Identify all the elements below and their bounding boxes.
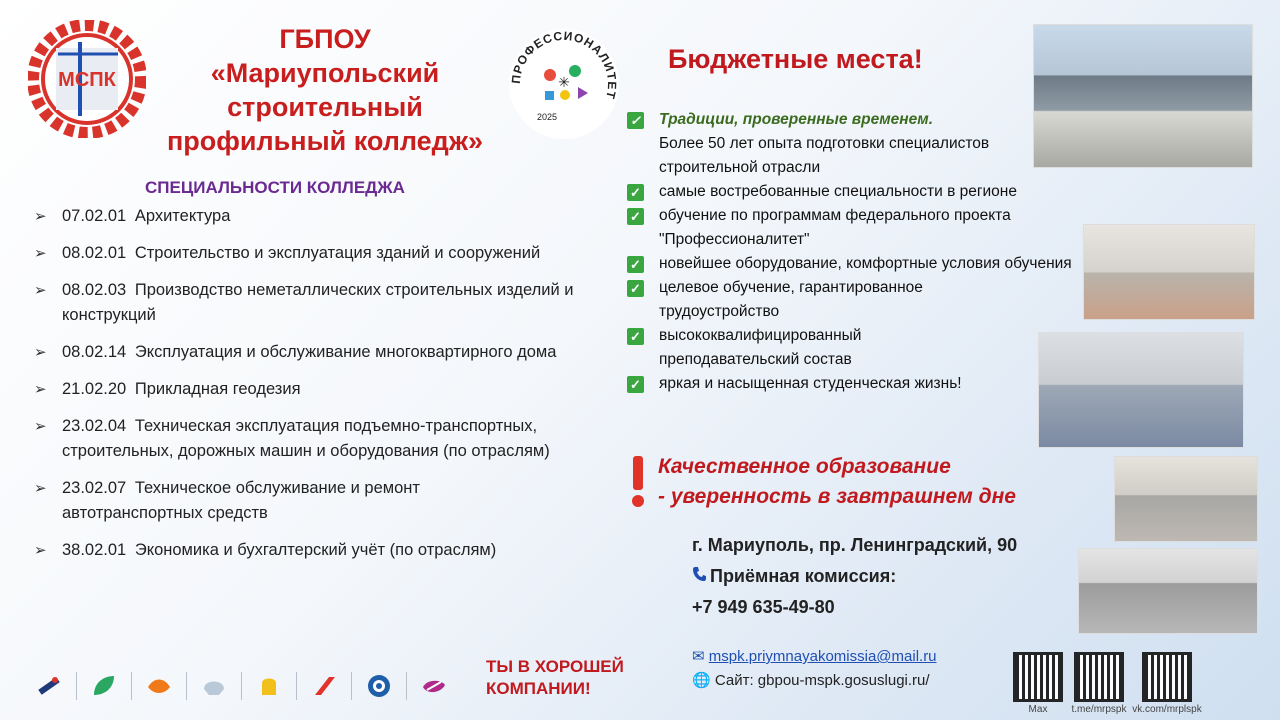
exclamation-icon — [631, 456, 645, 508]
advantage-subtext: Более 50 лет опыта подготовки специалистов строительной отрасли — [659, 135, 990, 176]
divider — [241, 672, 242, 700]
advantage-item — [625, 372, 1105, 396]
advantage-item — [625, 204, 1095, 252]
advantage-text: высококвалифицированный преподавательский состав — [659, 327, 862, 368]
specialty-item — [32, 476, 552, 526]
college-name-line: профильный колледж» — [167, 126, 483, 156]
shell-icon — [199, 671, 229, 701]
budget-places-title: Бюджетные места! — [668, 44, 923, 74]
lab-photo — [1114, 456, 1258, 542]
slash-icon — [309, 671, 339, 701]
good-company-line: ТЫ В ХОРОШЕЙ — [486, 657, 624, 676]
college-name — [120, 22, 530, 158]
divider — [406, 672, 407, 700]
checkmark-icon: ✓ — [627, 184, 644, 201]
specialty-name: Строительство и эксплуатация зданий и сооружений — [134, 244, 541, 262]
helmet-icon — [254, 671, 284, 701]
target-icon — [364, 671, 394, 701]
arrow-right-icon: ➢ — [34, 542, 47, 559]
qr-label: vk.com/mrplspk — [1132, 704, 1202, 715]
qr-label: t.me/mrpspk — [1071, 704, 1127, 715]
checkmark-icon: ✓ — [627, 208, 644, 225]
site-row — [692, 669, 937, 693]
advantage-text: обучение по программам федерального проекта "Профессионалитет" — [659, 207, 1011, 248]
specialty-code: 07.02.01 — [62, 207, 127, 225]
arrow-right-icon: ➢ — [34, 418, 47, 435]
specialty-code: 38.02.01 — [62, 541, 127, 559]
divider — [76, 672, 77, 700]
checkmark-icon: ✓ — [627, 328, 644, 345]
college-name-line: ГБПОУ — [279, 24, 371, 54]
specialties-title: СПЕЦИАЛЬНОСТИ КОЛЛЕДЖА — [145, 178, 405, 197]
specialty-item — [32, 538, 632, 563]
college-name-line: «Мариупольский — [210, 58, 440, 88]
specialty-name: Производство неметаллических строительных изделий и конструкций — [62, 281, 574, 324]
qr-code-icon — [1142, 652, 1192, 702]
svg-text:ПРОФЕССИОНАЛИТЕТ: ПРОФЕССИОНАЛИТЕТ — [508, 28, 620, 101]
advantage-text: новейшее оборудование, комфортные условия обучения — [659, 255, 1072, 272]
specialty-name: Эксплуатация и обслуживание многоквартирного дома — [134, 343, 557, 361]
workshop-photo — [1078, 548, 1258, 634]
qr-code-icon — [1013, 652, 1063, 702]
flame-icon — [144, 671, 174, 701]
divider — [186, 672, 187, 700]
advantage-text: Традиции, проверенные временем. — [659, 111, 934, 128]
checkmark-icon: ✓ — [627, 256, 644, 273]
svg-text:2025: 2025 — [537, 112, 558, 122]
specialty-name: Техническое обслуживание и ремонт автотранспортных средств — [62, 479, 420, 522]
specialty-item — [32, 414, 572, 464]
qr-code-telegram[interactable] — [1064, 652, 1134, 715]
specialty-code: 08.02.01 — [62, 244, 127, 262]
specialty-code: 08.02.03 — [62, 281, 127, 299]
globe-icon: 🌐 — [692, 672, 711, 689]
arrow-right-icon: ➢ — [34, 344, 47, 361]
building-photo — [1033, 24, 1253, 168]
admission-label-row — [692, 561, 1017, 592]
address-text: г. Мариуполь, пр. Ленинградский, 90 — [692, 535, 1018, 555]
advantage-item — [625, 324, 925, 372]
slogan — [658, 452, 1016, 512]
phone-icon — [692, 561, 706, 592]
lounge-photo — [1083, 224, 1255, 320]
specialty-code: 21.02.20 — [62, 380, 127, 398]
advantage-item — [625, 180, 1105, 204]
professionalitet-logo — [505, 25, 623, 143]
site-link[interactable]: Сайт: gbpou-mspk.gosuslugi.ru/ — [714, 672, 930, 689]
checkmark-icon: ✓ — [627, 112, 644, 129]
checkmark-icon: ✓ — [627, 280, 644, 297]
specialty-code: 23.02.07 — [62, 479, 127, 497]
divider — [296, 672, 297, 700]
qr-label: Max — [1028, 704, 1048, 715]
good-company-text — [486, 656, 624, 700]
partner-icon-1 — [34, 671, 64, 701]
qr-code-vk[interactable] — [1132, 652, 1202, 715]
qr-code-icon — [1074, 652, 1124, 702]
email-link[interactable]: mspk.priymnayakomissia@mail.ru — [708, 648, 937, 665]
partner-icons — [22, 668, 461, 704]
specialty-code: 23.02.04 — [62, 417, 127, 435]
email-icon: ✉ — [692, 648, 705, 665]
checkmark-icon: ✓ — [627, 376, 644, 393]
email-row — [692, 645, 937, 669]
specialty-item — [32, 340, 632, 365]
specialty-item — [32, 204, 632, 229]
specialty-item — [32, 278, 612, 328]
specialties-list — [32, 204, 632, 575]
leaf-icon — [89, 671, 119, 701]
divider — [131, 672, 132, 700]
slogan-line: Качественное образование — [658, 455, 951, 478]
advantage-text: яркая и насыщенная студенческая жизнь! — [659, 375, 962, 392]
specialty-name: Архитектура — [134, 207, 231, 225]
phone-number[interactable]: +7 949 635-49-80 — [692, 597, 835, 617]
arrow-right-icon: ➢ — [34, 381, 47, 398]
arrow-right-icon: ➢ — [34, 282, 47, 299]
advantage-item — [625, 252, 1080, 276]
qr-code-max[interactable] — [1003, 652, 1073, 715]
classroom-photo — [1038, 332, 1244, 448]
arrow-right-icon: ➢ — [34, 480, 47, 497]
specialty-name: Техническая эксплуатация подъемно-транспортных, строительных, дорожных машин и оборудования (по отраслям) — [62, 417, 550, 460]
advantage-text: самые востребованные специальности в регионе — [659, 183, 1017, 200]
specialty-name: Экономика и бухгалтерский учёт (по отраслям) — [134, 541, 497, 559]
college-name-line: строительный — [227, 92, 423, 122]
slogan-line: - уверенность в завтрашнем дне — [658, 485, 1016, 508]
divider — [351, 672, 352, 700]
specialty-item — [32, 377, 632, 402]
good-company-line: КОМПАНИИ! — [486, 679, 591, 698]
svg-text:✳: ✳ — [558, 74, 570, 90]
advantage-text: целевое обучение, гарантированное трудоустройство — [659, 279, 923, 320]
arrow-right-icon: ➢ — [34, 245, 47, 262]
specialty-name: Прикладная геодезия — [134, 380, 301, 398]
specialty-item — [32, 241, 552, 266]
admission-label: Приёмная комиссия: — [710, 566, 897, 586]
lips-icon — [419, 671, 449, 701]
contacts-block — [692, 645, 937, 693]
arrow-right-icon: ➢ — [34, 208, 47, 225]
specialty-code: 08.02.14 — [62, 343, 127, 361]
svg-text:МСПК: МСПК — [58, 69, 116, 91]
advantage-item — [625, 276, 1025, 324]
address-block — [692, 530, 1017, 623]
